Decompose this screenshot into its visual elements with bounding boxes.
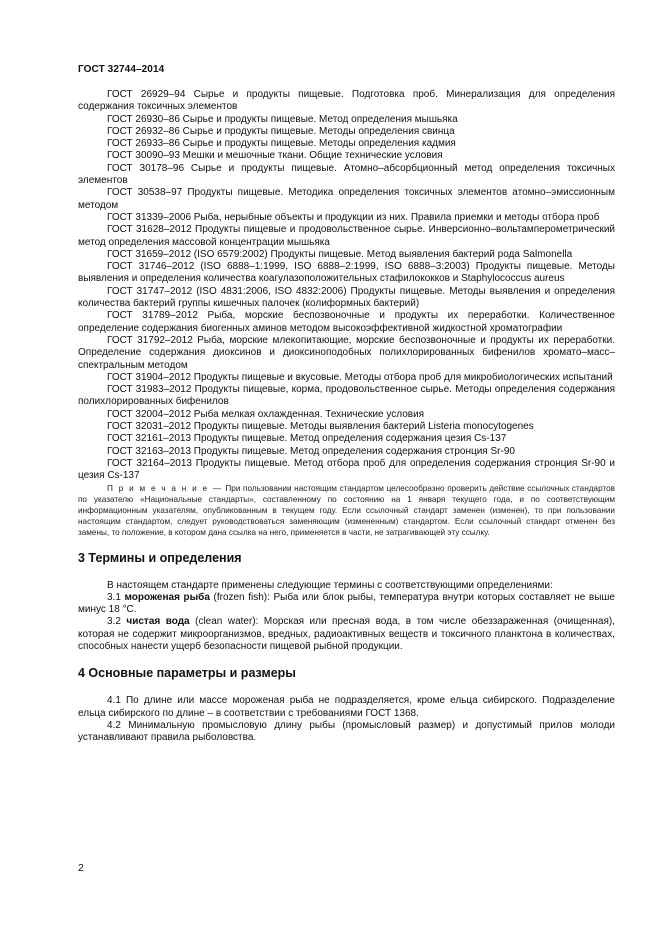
reference-item: ГОСТ 32004–2012 Рыба мелкая охлажденная. Технические условия [107, 408, 425, 420]
reference-item: ГОСТ 31983–2012 Продукты пищевые, корма, продовольственное сырье. Методы определения содержания полихлорированных бифенилов [78, 384, 615, 408]
term-english: (clean water): [195, 616, 259, 628]
reference-item: ГОСТ 32163–2013 Продукты пищевые. Метод определения содержания стронция Sr-90 [107, 445, 515, 457]
reference-item: ГОСТ 31628–2012 Продукты пищевые и продовольственное сырье. Инверсионно–вольтамперометрический метод определения массовой концентрации мышьяка [78, 224, 615, 248]
term-definition [78, 616, 615, 653]
reference-item: ГОСТ 32161–2013 Продукты пищевые. Метод определения содержания цезия Cs-137 [107, 433, 507, 445]
running-header: ГОСТ 32744–2014 [78, 64, 165, 75]
reference-item: ГОСТ 31792–2012 Рыба, морские млекопитающие, морские беспозвоночные и продукты их переработки. Определение содержания диоксинов и диоксиноподобных полихлорированных бифенилов хромато–масс–спектральным методом [78, 334, 615, 371]
reference-item: ГОСТ 26933–86 Сырье и продукты пищевые. Методы определения кадмия [107, 138, 456, 150]
reference-item: ГОСТ 32164–2013 Продукты пищевые. Метод отбора проб для определения содержания стронция Sr-90 и цезия Cs-137 [78, 457, 615, 482]
page-number: 2 [78, 862, 84, 874]
note-label: П р и м е ч а н и е — [107, 483, 223, 493]
reference-item: ГОСТ 31789–2012 Рыба, морские беспозвоночные и продукты их переработки. Количественное определение содержания биогенных аминов методом высокоэффективной жидкостной хроматографии [78, 310, 615, 334]
note-paragraph [78, 483, 615, 538]
reference-item: ГОСТ 31659–2012 (ISO 6579:2002) Продукты пищевые. Метод выявления бактерий рода Salmonella [107, 248, 573, 260]
section-3-heading: 3 Термины и определения [78, 550, 242, 565]
reference-item: ГОСТ 32031–2012 Продукты пищевые. Методы выявления бактерий Listeria monocytogenes [107, 421, 534, 433]
page-body [78, 89, 615, 744]
section-4-paragraph: 4.2 Минимальную промысловую длину рыбы (промысловый размер) и допустимый прилов молоди устанавливают правила рыболовства. [78, 719, 615, 744]
reference-item: ГОСТ 26930–86 Сырье и продукты пищевые. Метод определения мышьяка [107, 113, 458, 125]
reference-item: ГОСТ 30178–96 Сырье и продукты пищевые. Атомно–абсорбционный метод определения токсичных элементов [78, 162, 615, 187]
section-4-paragraph: 4.1 По длине или массе мороженая рыба не подразделяется, кроме ельца сибирского. Подразделение ельца сибирского по длине – в соответствии с требованиями ГОСТ 1368. [78, 695, 615, 719]
term-name: чистая вода [126, 616, 190, 628]
section-4-heading: 4 Основные параметры и размеры [78, 666, 296, 681]
section-3-intro: В настоящем стандарте применены следующие термины с соответствующими определениями: [107, 579, 553, 591]
term-definition [78, 592, 615, 617]
term-number: 3.1 [107, 591, 121, 603]
term-name: мороженая рыба [124, 591, 210, 603]
term-number: 3.2 [107, 616, 121, 628]
note-text: При пользовании настоящим стандартом целесообразно проверить действие ссылочных стандартов по указателю «Национальные стандарты», составленному по состоянию на 1 января текущего года, и по соответствующим информационным указателям, опубликованным в текущем году. Если ссылочный стандарт заменен (изменен), то при пользовании настоящим стандартом, следует руководствоваться заменяющим (измененным) стандартом. Если ссылочный стандарт отменен без замены, то положение, в котором дана ссылка на него, применяется в части, не затрагивающей эту ссылку. [78, 483, 616, 537]
term-definition-text: Морская или пресная вода, в том числе обеззараженная (очищенная), которая не содержит микроорганизмов, вредных, радиоактивных веществ и токсичного планктона в количествах, способных нанести ущерб безопасности пищевой рыбной продукции. [78, 616, 616, 652]
reference-item: ГОСТ 26929–94 Сырье и продукты пищевые. Подготовка проб. Минерализация для определения содержания токсичных элементов [78, 89, 615, 113]
reference-item: ГОСТ 30538–97 Продукты пищевые. Методика определения токсичных элементов атомно–эмиссионным методом [78, 187, 615, 211]
reference-item: ГОСТ 31904–2012 Продукты пищевые и вкусовые. Методы отбора проб для микробиологических испытаний [107, 371, 613, 383]
reference-item: ГОСТ 31746–2012 (ISO 6888–1:1999, ISO 6888–2:1999, ISO 6888–3:2003) Продукты пищевые. Методы выявления и определения количества коагулазоположительных стафилококков и Staphylococcus aureus [78, 261, 615, 285]
term-definition-text: Рыба или блок рыбы, температура внутри которых составляет не выше минус 18 °С. [78, 591, 615, 616]
term-english: (frozen fish): [213, 591, 270, 603]
normative-references-list [78, 89, 615, 483]
reference-item: ГОСТ 31747–2012 (ISO 4831:2006, ISO 4832:2006) Продукты пищевые. Методы выявления и определения количества бактерий группы кишечных палочек (колиформных бактерий) [78, 285, 615, 310]
reference-item: ГОСТ 30090–93 Мешки и мешочные ткани. Общие технические условия [107, 150, 443, 162]
reference-item: ГОСТ 26932–86 Сырье и продукты пищевые. Методы определения свинца [107, 125, 455, 137]
reference-item: ГОСТ 31339–2006 Рыба, нерыбные объекты и продукции из них. Правила приемки и методы отбора проб [107, 211, 600, 223]
